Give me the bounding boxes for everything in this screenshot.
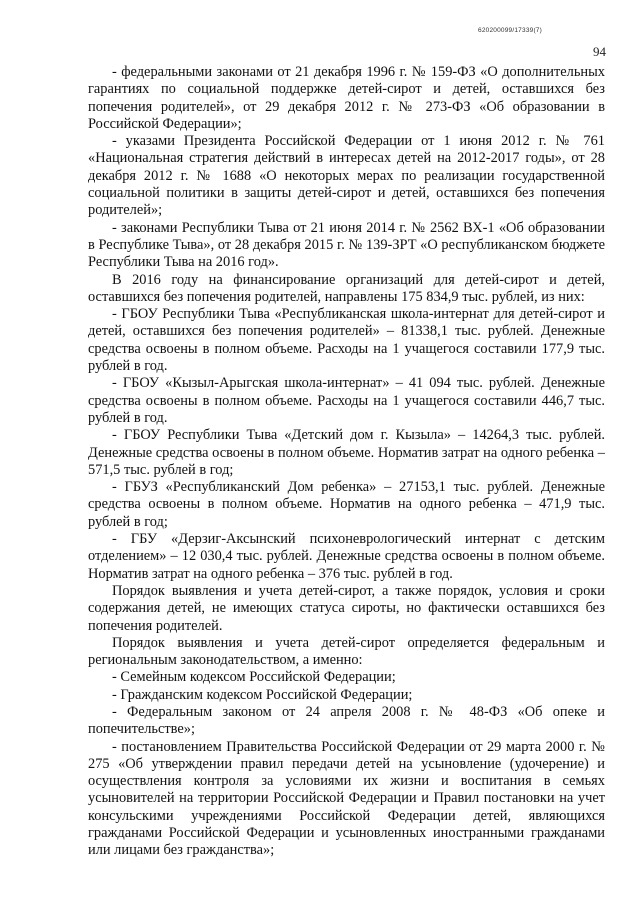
document-body (88, 64, 605, 860)
paragraph-family-code: - Семейным кодексом Российской Федерации; (112, 669, 396, 686)
paragraph-funding-2016: В 2016 году на финансирование организаций для детей-сирот и детей, оставшихся без попечения родителей, направлены 175 834,9 тыс. рублей, из них: (88, 271, 605, 305)
paragraph-legislation-intro: Порядок выявления и учета детей-сирот определяется федеральным и региональным законодательством, а именно: (88, 634, 605, 669)
paragraph-civil-code: - Гражданским кодексом Российской Федерации; (112, 686, 413, 703)
paragraph-guardianship-law: - Федеральным законом от 24 апреля 2008 г. № 48-ФЗ «Об опеке и попечительстве»; (88, 703, 605, 738)
paragraph-childrens-home: - ГБУЗ «Республиканский Дом ребенка» – 27153,1 тыс. рублей. Денежные средства освоены в полном объеме. Норматив на одного ребенка – 471,9 тыс. рублей в год; (88, 479, 605, 530)
paragraph-federal-laws: - федеральными законами от 21 декабря 1996 г. № 159-ФЗ «О дополнительных гарантиях по социальной поддержке детей-сирот и детей, оставшихся без попечения родителей», от 29 декабря 2012 г. № 273-ФЗ «Об образовании в Российской Федерации»; (88, 64, 605, 132)
paragraph-psychoneurological-boarding: - ГБУ «Дерзиг-Аксынский психоневрологический интернат с детским отделением» – 12 030,4 тыс. рублей. Денежные средства освоены в полном объеме. Норматив затрат на одного ребенка – 376 тыс. рублей в год. (88, 531, 605, 582)
document-id: 620200099/17339(7) (478, 27, 542, 34)
page-number: 94 (593, 44, 606, 59)
paragraph-kyzyl-orphanage: - ГБОУ Республики Тыва «Детский дом г. Кызыла» – 14264,3 тыс. рублей. Денежные средства освоены в полном объеме. Норматив затрат на одного ребенка – 571,5 тыс. рублей в год; (88, 427, 605, 478)
paragraph-tyva-laws: - законами Республики Тыва от 21 июня 2014 г. № 2562 ВХ-1 «Об образовании в Республике Тыва», от 28 декабря 2015 г. № 139-ЗРТ «О республиканском бюджете Республики Тыва на 2016 год». (88, 219, 605, 271)
paragraph-government-resolution: - постановлением Правительства Российской Федерации от 29 марта 2000 г. № 275 «Об утверждении правил передачи детей на усыновление (удочерение) и осуществления контроля за условиями их жизни и воспитания в семьях усыновителей на территории Российской Федерации и Правил постановки на учет консульскими учреждениями Российской Федерации детей, являющихся гражданами Российской Федерации и усыновленных иностранными гражданами или лицами без гражданства»; (88, 738, 605, 859)
paragraph-identification-procedure: Порядок выявления и учета детей-сирот, а также порядок, условия и сроки содержания детей, не имеющих статуса сироты, но фактически оставшихся без попечения родителей. (88, 582, 605, 634)
paragraph-presidential-decrees: - указами Президента Российской Федерации от 1 июня 2012 г. № 761 «Национальная стратегия действий в интересах детей на 2012-2017 годы», от 28 декабря 2012 г. № 1688 «О некоторых мерах по реализации государственной социальной политики в защиты детей-сирот и детей, оставшихся без попечения родителей»; (88, 133, 605, 219)
paragraph-republican-boarding-school: - ГБОУ Республики Тыва «Республиканская школа-интернат для детей-сирот и детей, оставшихся без попечения родителей» – 81338,1 тыс. рублей. Денежные средства освоены в полном объеме. Расходы на 1 учащегося составили 177,9 тыс. рублей в год. (88, 306, 605, 375)
paragraph-kyzyl-arygskaya-school: - ГБОУ «Кызыл-Арыгская школа-интернат» – 41 094 тыс. рублей. Денежные средства освоены в полном объеме. Расходы на 1 учащегося составили 446,7 тыс. рублей в год. (88, 375, 605, 426)
